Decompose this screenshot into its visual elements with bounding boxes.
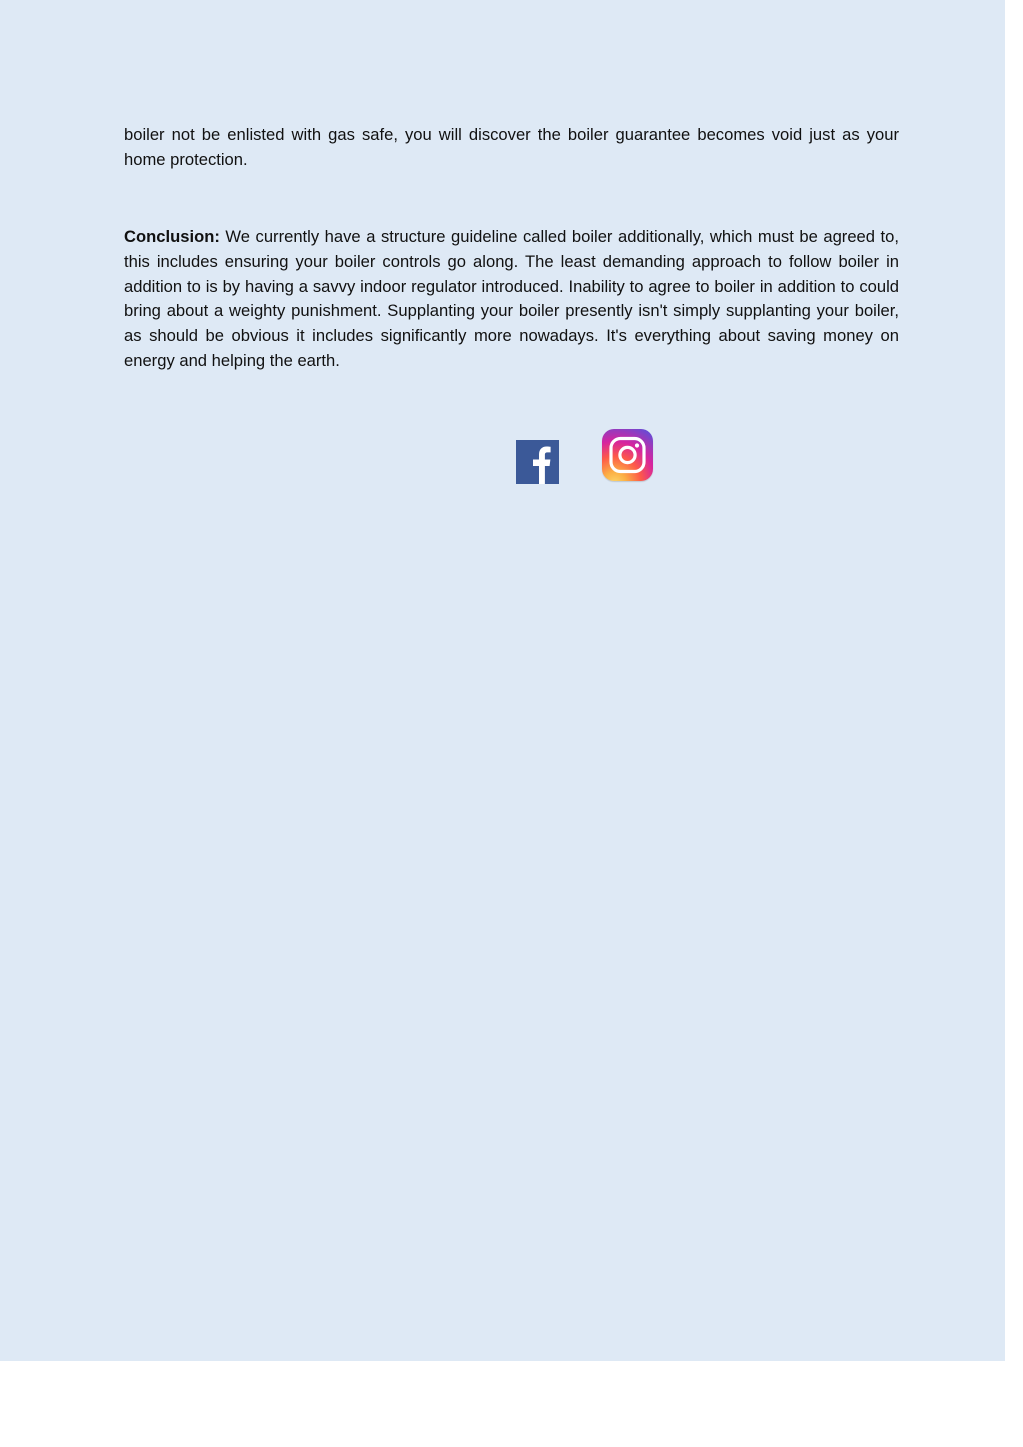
instagram-icon[interactable] bbox=[602, 429, 653, 481]
facebook-icon[interactable] bbox=[516, 440, 559, 484]
paragraph-text: boiler not be enlisted with gas safe, you will discover the boiler guarantee becomes void just as your home protection. bbox=[124, 125, 899, 169]
conclusion-paragraph bbox=[124, 225, 899, 374]
body-paragraph bbox=[124, 123, 899, 173]
conclusion-label: Conclusion: bbox=[124, 227, 220, 246]
conclusion-text: We currently have a structure guideline called boiler additionally, which must be agreed to, this includes ensuring your boiler controls go along. The least demanding approach to follow boiler in addition to is by having a savvy indoor regulator introduced. Inability to agree to boiler in addition to could bring about a weighty punishment. Supplanting your boiler presently isn't simply supplanting your boiler, as should be obvious it includes significantly more nowadays. It's everything about saving money on energy and helping the earth. bbox=[124, 227, 899, 370]
